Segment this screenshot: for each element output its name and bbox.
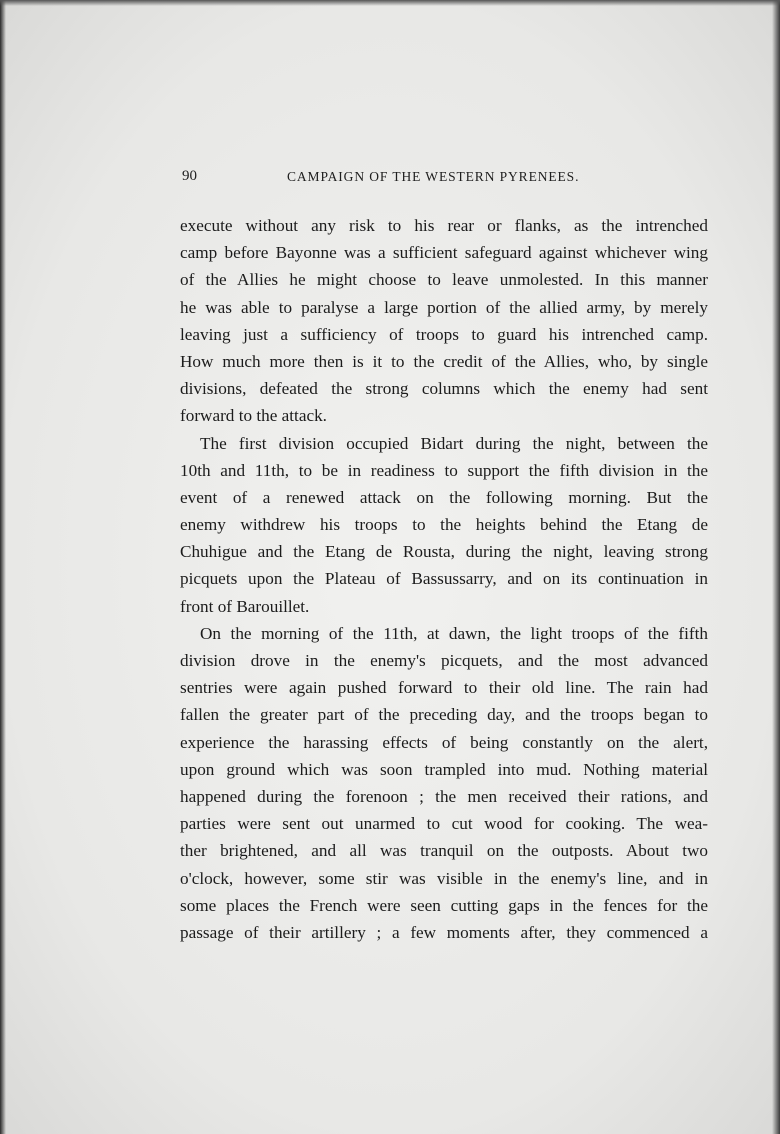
body-text: [180, 212, 708, 946]
text-line: execute without any risk to his rear or flanks, as the intrenched: [180, 216, 708, 235]
text-line: On the morning of the 11th, at dawn, the light troops of the fifth: [200, 623, 708, 643]
text-line: picquets upon the Plateau of Bassussarry, and on its continuation in: [180, 569, 708, 589]
text-line: camp before Bayonne was a sufficient safeguard against whichever wing: [180, 243, 708, 263]
text-line: parties were sent out unarmed to cut wood for cooking. The wea-: [180, 814, 708, 834]
text-line: divisions, defeated the strong columns which the enemy had sent: [180, 379, 708, 399]
text-line: passage of their artillery ; a few moments after, they commenced a: [180, 922, 708, 942]
text-line: event of a renewed attack on the following morning. But the: [180, 487, 708, 507]
text-line: sentries were again pushed forward to their old line. The rain had: [180, 678, 708, 698]
text-line: The first division occupied Bidart during the night, between the: [200, 433, 708, 453]
text-line: happened during the forenoon ; the men received their rations, and: [180, 786, 708, 806]
text-line: forward to the attack.: [180, 406, 327, 426]
text-line: of the Allies he might choose to leave unmolested. In this manner: [180, 270, 708, 290]
text-line: front of Barouillet.: [180, 596, 310, 616]
page-number: 90: [182, 168, 197, 184]
text-line: experience the harassing effects of being constantly on the alert,: [180, 732, 708, 752]
running-title: CAMPAIGN OF THE WESTERN PYRENEES.: [287, 169, 580, 184]
text-line: o'clock, however, some stir was visible in the enemy's line, and in: [180, 868, 708, 888]
text-line: some places the French were seen cutting gaps in the fences for the: [180, 895, 708, 915]
text-line: enemy withdrew his troops to the heights behind the Etang de: [180, 515, 708, 535]
text-line: leaving just a sufficiency of troops to guard his intrenched camp.: [180, 324, 708, 344]
text-line: How much more then is it to the credit of the Allies, who, by single: [180, 351, 708, 371]
text-line: Chuhigue and the Etang de Rousta, during the night, leaving strong: [180, 542, 708, 562]
text-line: ther brightened, and all was tranquil on the outposts. About two: [180, 841, 708, 861]
text-line: division drove in the enemy's picquets, and the most advanced: [180, 651, 708, 670]
text-line: upon ground which was soon trampled into mud. Nothing material: [180, 759, 708, 779]
page-edge-shadow-left: [0, 0, 6, 1134]
page-header: [182, 168, 710, 192]
page-edge-shadow-top: [0, 0, 780, 6]
text-line: he was able to paralyse a large portion of the allied army, by merely: [180, 297, 708, 317]
page-edge-shadow-right: [772, 0, 780, 1134]
text-line: fallen the greater part of the preceding day, and the troops began to: [180, 705, 708, 725]
text-line: 10th and 11th, to be in readiness to support the fifth division in the: [180, 460, 708, 480]
